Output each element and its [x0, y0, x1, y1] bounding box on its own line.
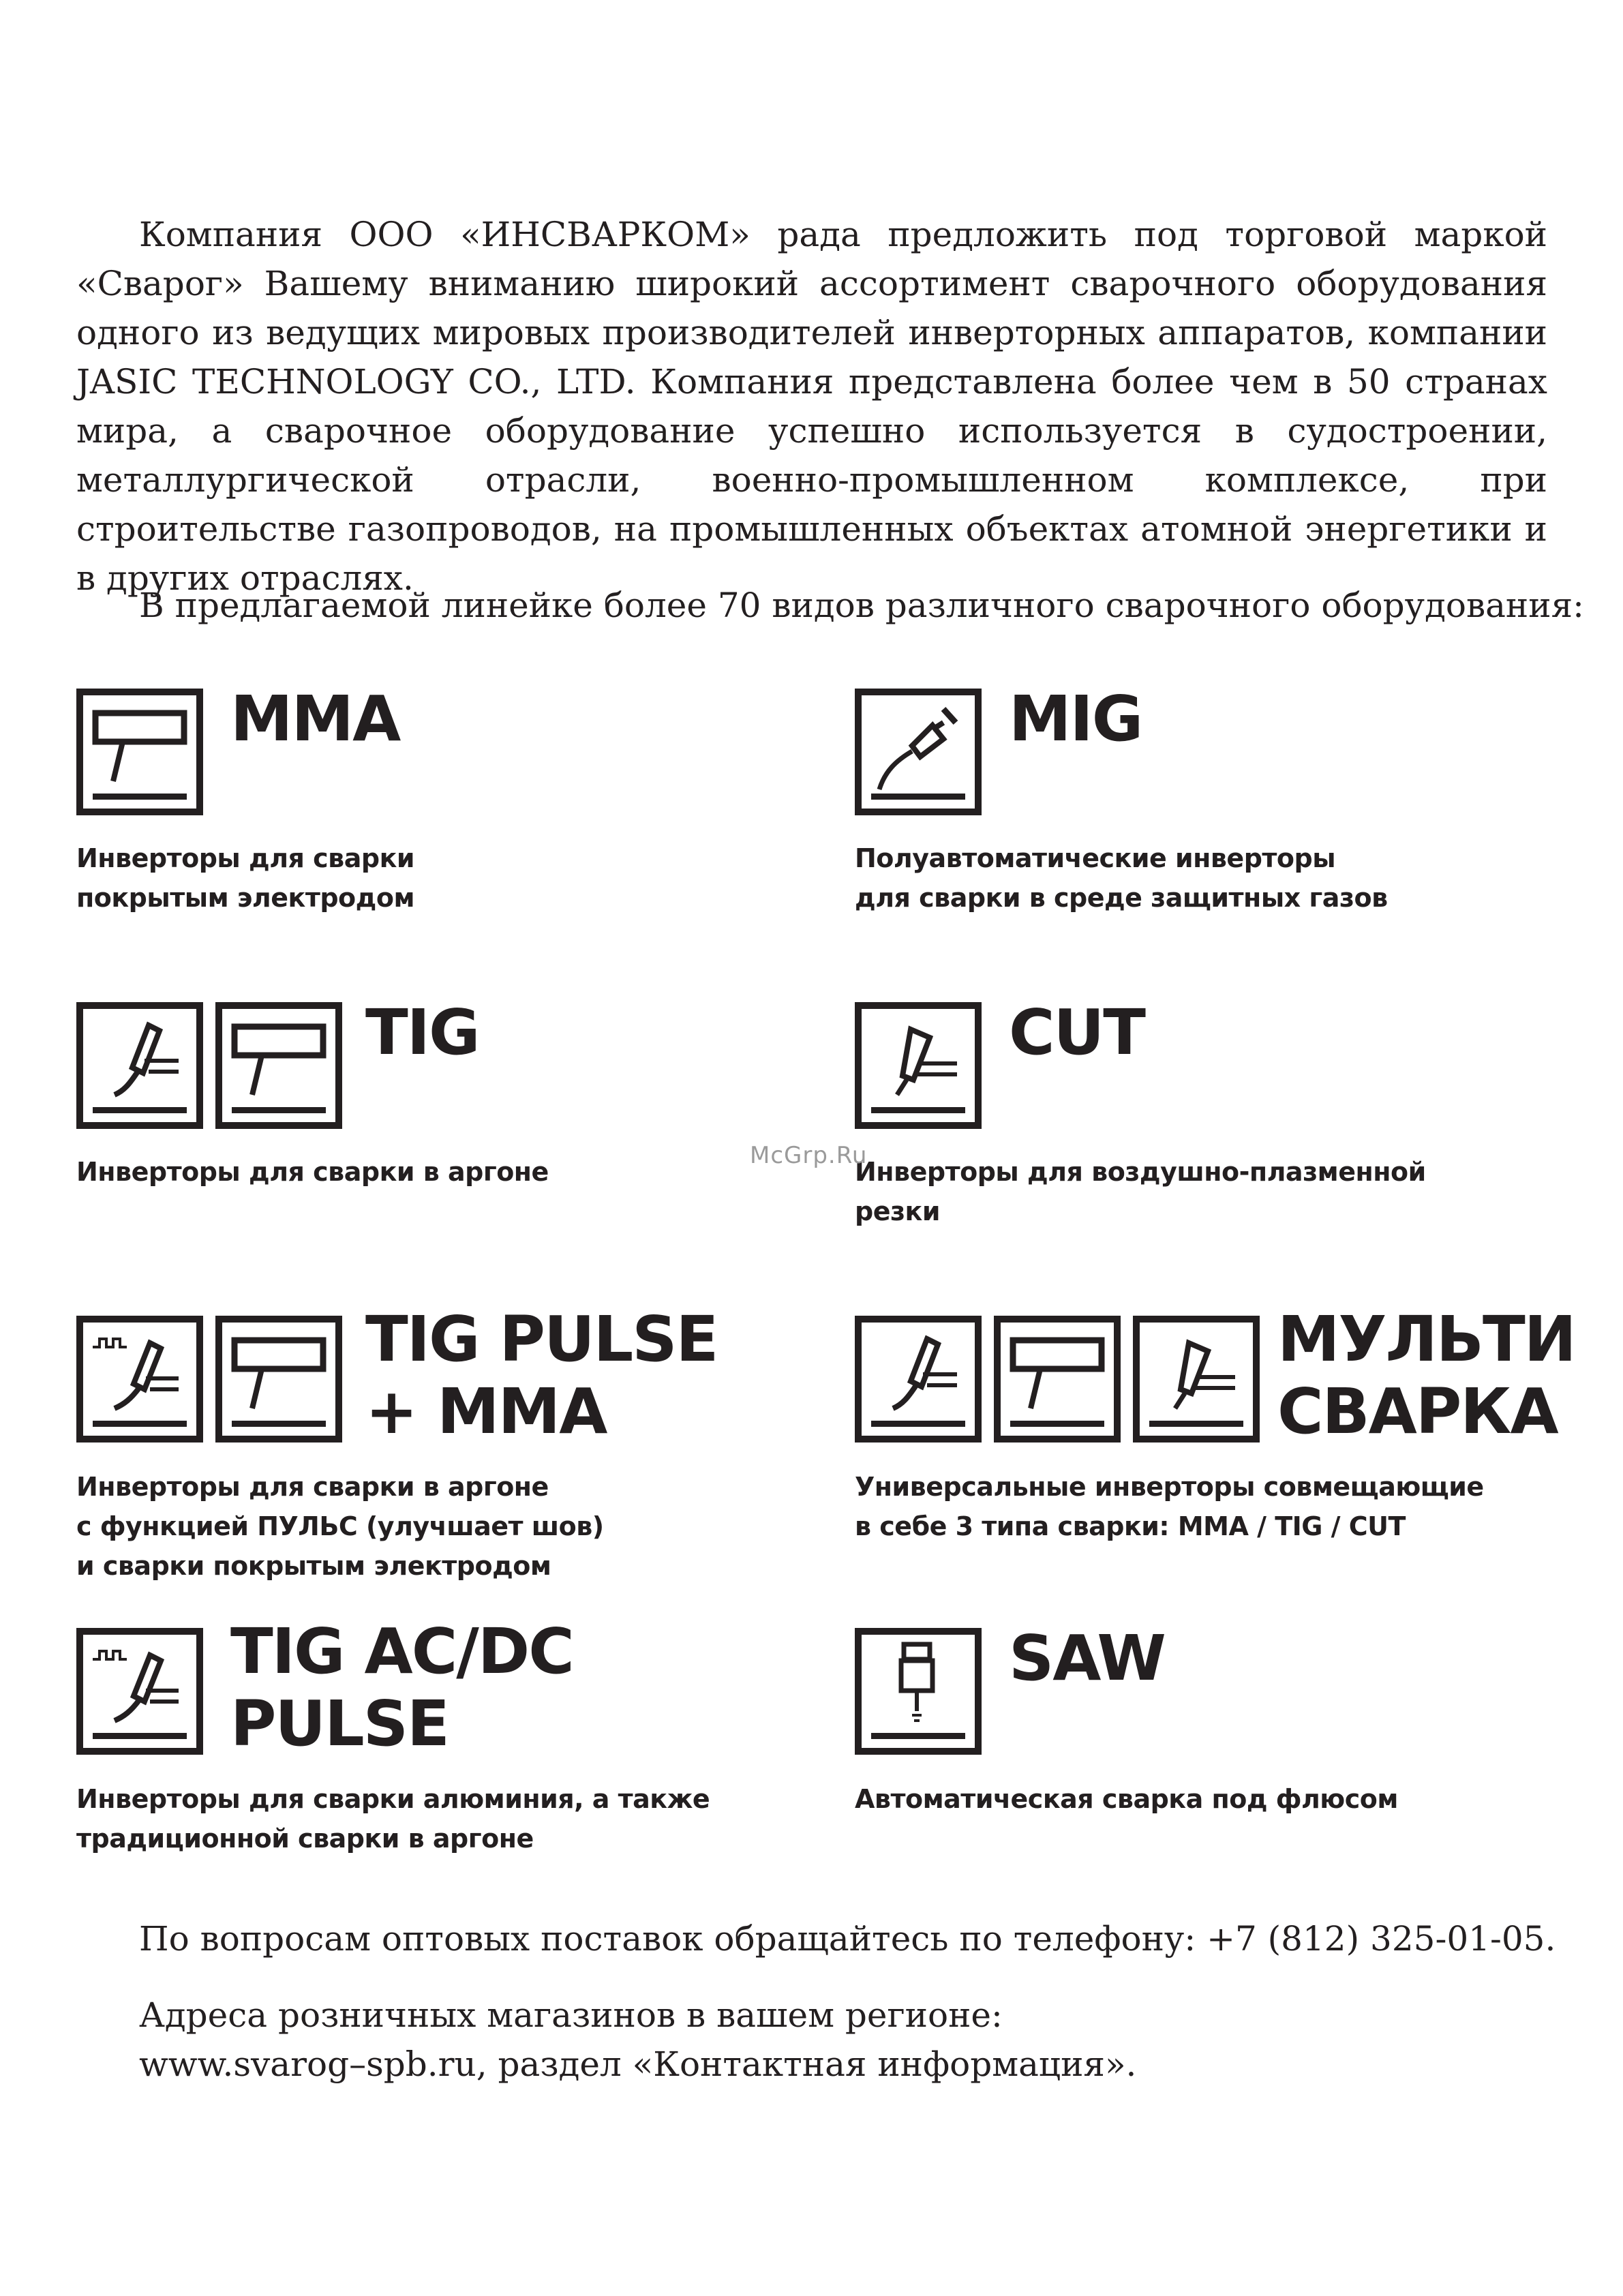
- lead-text: В предлагаемой линейке более 70 видов различного сварочного оборудования:: [139, 586, 1584, 625]
- wholesale-phone-line: По вопросам оптовых поставок обращайтесь по телефону: +7 (812) 325-01-05.: [139, 1919, 1556, 1959]
- category-mma-title: MMA: [230, 682, 400, 755]
- pulse-tig-torch-icon: [76, 1316, 203, 1442]
- plasma-cutter-icon: [1133, 1316, 1260, 1442]
- electrode-holder-icon: [76, 689, 203, 815]
- electrode-holder-icon: [215, 1002, 342, 1129]
- category-tig-acdc-title: TIG AC/DC PULSE: [230, 1615, 573, 1760]
- pulse-tig-torch-icon: [76, 1628, 203, 1755]
- category-saw-description: Автоматическая сварка под флюсом: [855, 1784, 1398, 1814]
- category-mma-description: Инверторы для сварки покрытым электродом: [76, 843, 415, 913]
- category-multi-description: Универсальные инверторы совмещающие в себе 3 типа сварки: MMA / TIG / CUT: [855, 1472, 1484, 1541]
- retail-website-line: www.svarog–spb.ru, раздел «Контактная информация».: [139, 2044, 1137, 2084]
- tig-torch-icon: [855, 1316, 982, 1442]
- electrode-holder-icon: [215, 1316, 342, 1442]
- retail-address-line: Адреса розничных магазинов в вашем регионе:: [139, 1995, 1003, 2035]
- category-cut-title: CUT: [1009, 996, 1144, 1069]
- category-cut-description: Инверторы для воздушно-плазменной резки: [855, 1157, 1426, 1226]
- category-mig-title: MIG: [1009, 682, 1142, 755]
- category-saw-title: SAW: [1009, 1622, 1165, 1695]
- submerged-arc-icon: [855, 1628, 982, 1755]
- category-multi-title: МУЛЬТИ СВАРКА: [1277, 1303, 1575, 1448]
- category-mig-description: Полуавтоматические инверторы для сварки в среде защитных газов: [855, 843, 1388, 913]
- mig-torch-icon: [855, 689, 982, 815]
- category-tig-pulse-title: TIG PULSE + MMA: [365, 1303, 718, 1448]
- category-tig-acdc-description: Инверторы для сварки алюминия, а также традиционной сварки в аргоне: [76, 1784, 710, 1854]
- watermark: McGrp.Ru: [750, 1142, 868, 1169]
- category-tig-pulse-description: Инверторы для сварки в аргоне с функцией ПУЛЬС (улучшает шов) и сварки покрытым электродом: [76, 1472, 604, 1581]
- tig-torch-icon: [76, 1002, 203, 1129]
- category-tig-description: Инверторы для сварки в аргоне: [76, 1157, 549, 1187]
- category-tig-title: TIG: [365, 996, 479, 1069]
- electrode-holder-icon: [994, 1316, 1121, 1442]
- intro-paragraph: Компания ООО «ИНСВАРКОМ» рада предложить под торговой маркой «Сварог» Вашему вниманию широкий ассортимент сварочного оборудования одного из ведущих мировых производителей инверторных аппаратов, компании JASIC TECHNOLOGY CO., LTD. Компания представлена более чем в 50 странах мира, а сварочное оборудование успешно используется в судостроении, металлургической отрасли, военно-промышленном комплексе, при строительстве газопроводов, на промышленных объектах атомной энергетики и в других отраслях.: [76, 215, 1547, 598]
- plasma-cutter-icon: [855, 1002, 982, 1129]
